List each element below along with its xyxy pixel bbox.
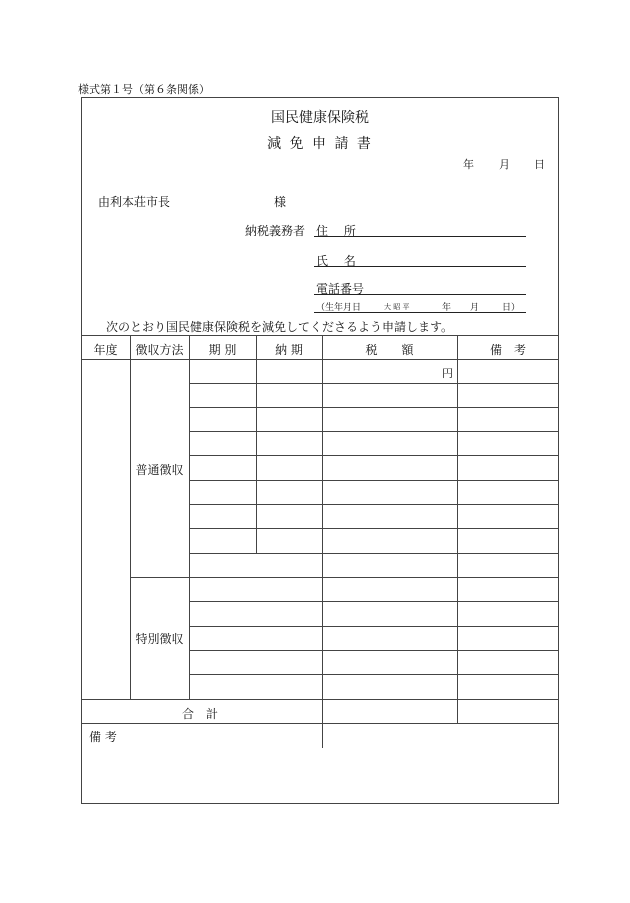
form-title: 国民健康保険税 — [271, 110, 369, 126]
row-line — [189, 528, 559, 529]
date-year: 年 — [463, 158, 474, 171]
address-field[interactable] — [314, 236, 526, 237]
form-number: 様式第１号（第６条関係） — [78, 83, 210, 96]
row-line — [189, 431, 559, 432]
date-day: 日 — [534, 158, 545, 171]
statement: 次のとおり国民健康保険税を減免してくださるよう申請します。 — [106, 320, 454, 334]
taxpayer-label: 納税義務者 — [245, 224, 306, 238]
total-bottom-line — [81, 723, 559, 724]
col-line-method — [189, 335, 190, 699]
remarks-label: 備 考 — [89, 730, 117, 744]
total-top-line — [81, 699, 559, 700]
form-subtitle: 減 免 申 請 書 — [267, 136, 373, 152]
row-line — [189, 674, 559, 675]
birth-label: （生年月日 — [316, 303, 362, 313]
birth-day: 日） — [502, 303, 521, 313]
row-line — [189, 553, 559, 554]
normal-collection-label: 普通徴収 — [135, 463, 184, 477]
col-line-period — [256, 335, 257, 553]
row-line — [189, 407, 559, 408]
col-line-due — [322, 335, 323, 748]
total-label: 合 計 — [181, 707, 218, 721]
special-collection-label: 特別徴収 — [135, 632, 184, 646]
birth-year: 年 — [442, 303, 452, 313]
header-period: 期 別 — [208, 343, 237, 357]
row-line — [189, 601, 559, 602]
header-year: 年度 — [93, 343, 118, 357]
row-line — [189, 455, 559, 456]
row-line — [189, 480, 559, 481]
header-due: 納 期 — [275, 343, 303, 357]
header-method: 徴収方法 — [135, 343, 184, 357]
col-line-amount — [457, 335, 458, 723]
birth-month: 月 — [470, 303, 480, 313]
table-top-line — [81, 335, 559, 336]
header-amount: 税 額 — [365, 343, 414, 357]
row-line — [189, 626, 559, 627]
name-label: 氏 名 — [316, 254, 356, 268]
era-label: 大 昭 平 — [384, 303, 410, 311]
phone-label: 電話番号 — [316, 282, 365, 296]
yen-unit: 円 — [442, 367, 453, 380]
birth-underline — [314, 312, 526, 313]
honorific: 様 — [274, 195, 287, 209]
date-month: 月 — [499, 158, 510, 171]
row-line — [189, 383, 559, 384]
address-label: 住 所 — [316, 224, 356, 238]
section-line — [130, 577, 559, 578]
row-line — [189, 650, 559, 651]
header-bottom-line — [81, 359, 559, 360]
row-line — [189, 504, 559, 505]
header-remarks: 備 考 — [489, 343, 526, 357]
phone-field[interactable] — [314, 294, 526, 295]
addressee: 由利本荘市長 — [98, 195, 171, 209]
name-field[interactable] — [314, 266, 526, 267]
